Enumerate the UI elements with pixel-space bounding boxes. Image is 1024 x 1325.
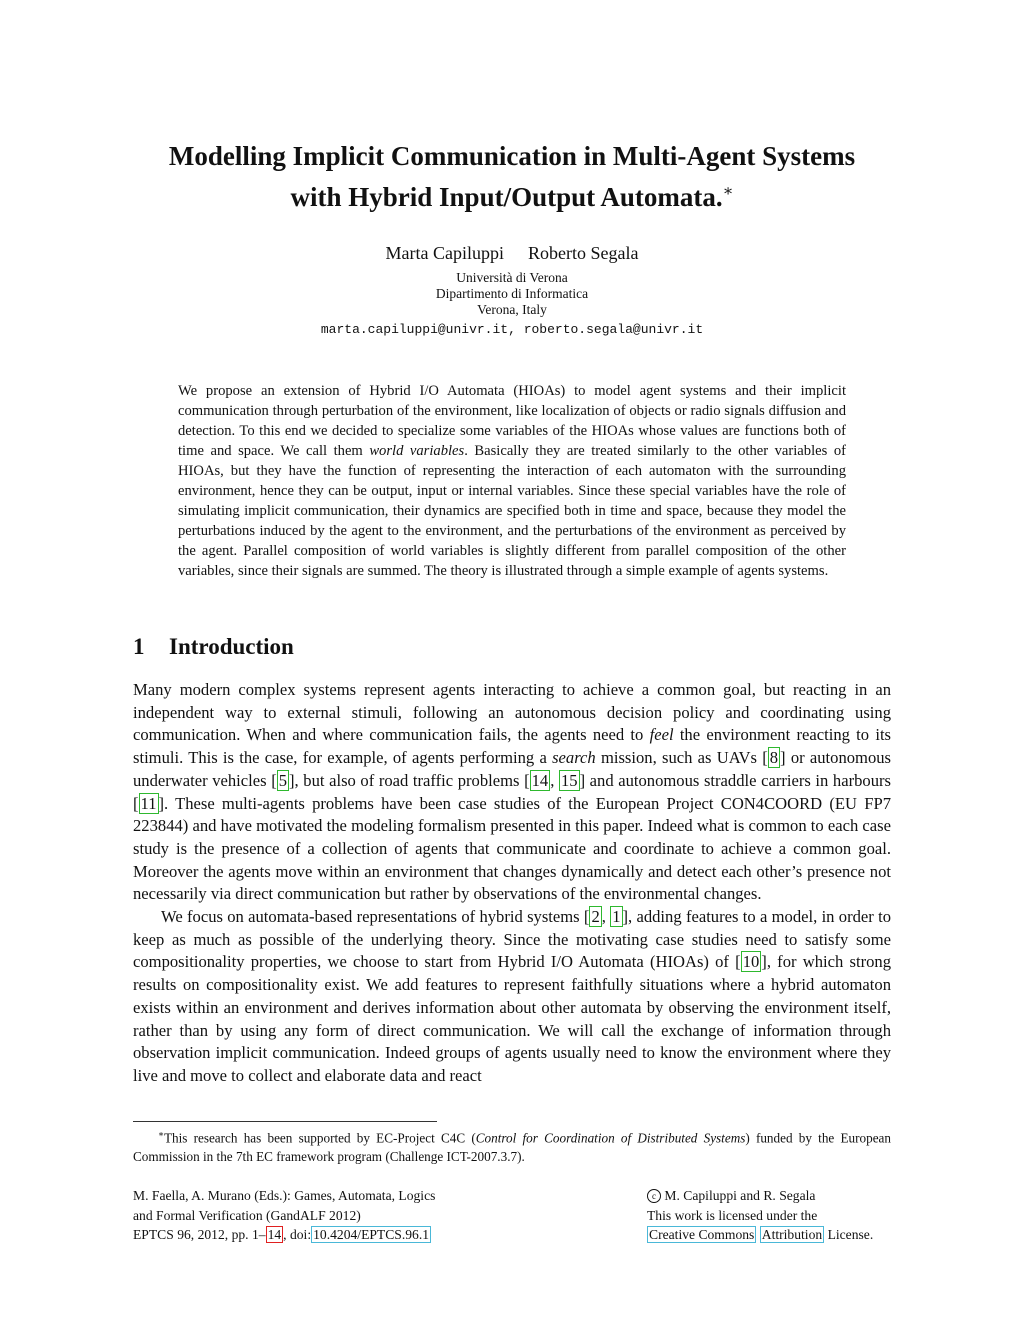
last-page-link[interactable]: 14 <box>267 1227 282 1242</box>
citation-link[interactable]: 5 <box>278 770 288 790</box>
paragraph-text: We focus on automata-based representations of hybrid systems [ <box>161 907 590 927</box>
intro-paragraph-2 <box>133 906 891 1088</box>
license-line <box>647 1225 873 1245</box>
title-footnote-mark[interactable]: ∗ <box>722 183 734 200</box>
citation-link[interactable]: 11 <box>140 793 157 813</box>
publication-info <box>133 1186 435 1245</box>
paragraph-text: ], for which strong results on compositionality exist. We add features to represent faithfully situations where a hybrid automaton exists within an environment and derives information about other automata by observing the environment itself, rather than by using any form of direct communication. We will call the exchange of information through observation implicit communication. Indeed groups of agents usually need to know the environment where they live and move to collect and elaborate data and react <box>133 952 891 1085</box>
title-line-1: Modelling Implicit Communication in Multi-Agent Systems <box>168 141 856 171</box>
copyright-holders: M. Capiluppi and R. Segala <box>661 1188 816 1203</box>
affiliation-line: Dipartimento di Informatica <box>435 286 589 301</box>
citation-link[interactable]: 1 <box>612 907 621 927</box>
copyright-icon: c <box>647 1189 661 1203</box>
footnote-text: This research has been supported by EC-Project C4C ( <box>163 1130 476 1146</box>
intro-paragraph-1 <box>133 679 891 906</box>
license-info <box>647 1186 873 1245</box>
affiliation-line: Università di Verona <box>456 270 568 285</box>
emphasis: feel <box>649 725 674 745</box>
section-title: Introduction <box>169 634 294 659</box>
publication-line: M. Faella, A. Murano (Eds.): Games, Automata, Logics <box>133 1188 436 1203</box>
paragraph-text: ], adding features to a model, in order to keep as much as possible of the underlying theory. Since the motivating case studies need to satisfy some compositionality properties, we choose to start from Hybrid I/O Automata (HIOAs) of [ <box>133 907 891 972</box>
section-heading <box>133 632 294 662</box>
footnote <box>133 1125 891 1166</box>
section-body <box>133 679 891 1088</box>
emphasis: search <box>552 748 596 768</box>
footnote-text: ) funded by the European Commission in the 7th EC framework program (Challenge ICT-2007.3.7). <box>133 1130 891 1165</box>
attribution-link[interactable]: Attribution <box>761 1227 823 1242</box>
citation-link[interactable]: 10 <box>742 952 760 972</box>
footnote-emphasis: Control for Coordination of Distributed Systems <box>475 1130 746 1146</box>
abstract <box>178 381 846 581</box>
license-line: This work is licensed under the <box>647 1207 818 1223</box>
doi-link[interactable]: 10.4204/EPTCS.96.1 <box>313 1227 430 1242</box>
creative-commons-link[interactable]: Creative Commons <box>649 1227 755 1242</box>
paragraph-text: ]. These multi-agents problems have been case studies of the European Project CON4COORD (EU FP7 223844) and have motivated the modeling formalism presented in this paper. Indeed what is common to each case study is the presence of a collection of agents that communicate and coordinate to achieve a common goal. Moreover the agents move within an environment that changes dynamically and detect each other’s presence not necessarily via direct communication but rather by observations of the environmental changes. <box>133 793 891 904</box>
author-name: Marta Capiluppi <box>385 243 504 263</box>
publication-text: , doi: <box>283 1227 312 1242</box>
paragraph-text: ] or autonomous underwater vehicles [ <box>133 748 891 790</box>
affiliation-line: Verona, Italy <box>477 302 547 317</box>
citation-link[interactable]: 14 <box>531 770 549 790</box>
author-list <box>0 241 1024 265</box>
paragraph-text: Many modern complex systems represent agents interacting to achieve a common goal, but reacting in an independent way to external stimuli, following an autonomous decision policy and coordinating using communication. When and where communication fails, the agents need to <box>133 680 891 745</box>
paragraph-text: ], but also of road traffic problems [ <box>289 770 530 790</box>
footnote-divider <box>133 1121 437 1122</box>
author-name: Roberto Segala <box>528 243 639 263</box>
publication-text: EPTCS 96, 2012, pp. 1– <box>133 1227 266 1242</box>
paragraph-text: ] and autonomous straddle carriers in harbours [ <box>133 770 891 813</box>
paragraph-text: mission, such as UAVs [ <box>595 748 768 768</box>
author-emails: marta.capiluppi@univr.it, roberto.segala@univr.it <box>320 322 704 337</box>
citation-link[interactable]: 2 <box>591 907 600 927</box>
abstract-emphasis: world variables <box>369 443 465 459</box>
paragraph-text: , <box>550 770 559 790</box>
publication-line <box>133 1225 435 1245</box>
abstract-text: We propose an extension of Hybrid I/O Automata (HIOAs) to model agent systems and their implicit communication through perturbation of the environment, like localization of objects or radio signals diffusion and detection. To this end we decided to specialize some variables of the HIOAs whose values are functions both of time and space. We call them <box>178 383 846 459</box>
copyright-line <box>647 1186 873 1206</box>
license-text: License. <box>824 1227 874 1242</box>
paper-title <box>100 138 924 215</box>
publication-line: and Formal Verification (GandALF 2012) <box>133 1207 361 1223</box>
footnote-mark: ∗ <box>157 1129 164 1139</box>
paragraph-text: the environment reacting to its stimuli. This is the case, for example, of agents performing a <box>133 725 892 768</box>
citation-link[interactable]: 15 <box>560 770 578 790</box>
paragraph-text: , <box>601 907 611 927</box>
title-line-2: with Hybrid Input/Output Automata. <box>290 182 723 212</box>
section-number: 1 <box>133 634 145 659</box>
abstract-text: . Basically they are treated similarly to the other variables of HIOAs, but they have the function of representing the interaction of each automaton with the surrounding environment, hence they can be output, input or internal variables. Since these special variables have the role of simulating implicit communication, their dynamics are specified both in time and space, because they model the perturbations induced by the agent to the environment, and the perturbations of the environment as perceived by the agent. Parallel composition of world variables is slightly different from parallel composition of the other variables, since their signals are summed. The theory is illustrated through a simple example of agents systems. <box>178 443 846 579</box>
citation-link[interactable]: 8 <box>769 748 779 768</box>
affiliation <box>0 270 1024 318</box>
